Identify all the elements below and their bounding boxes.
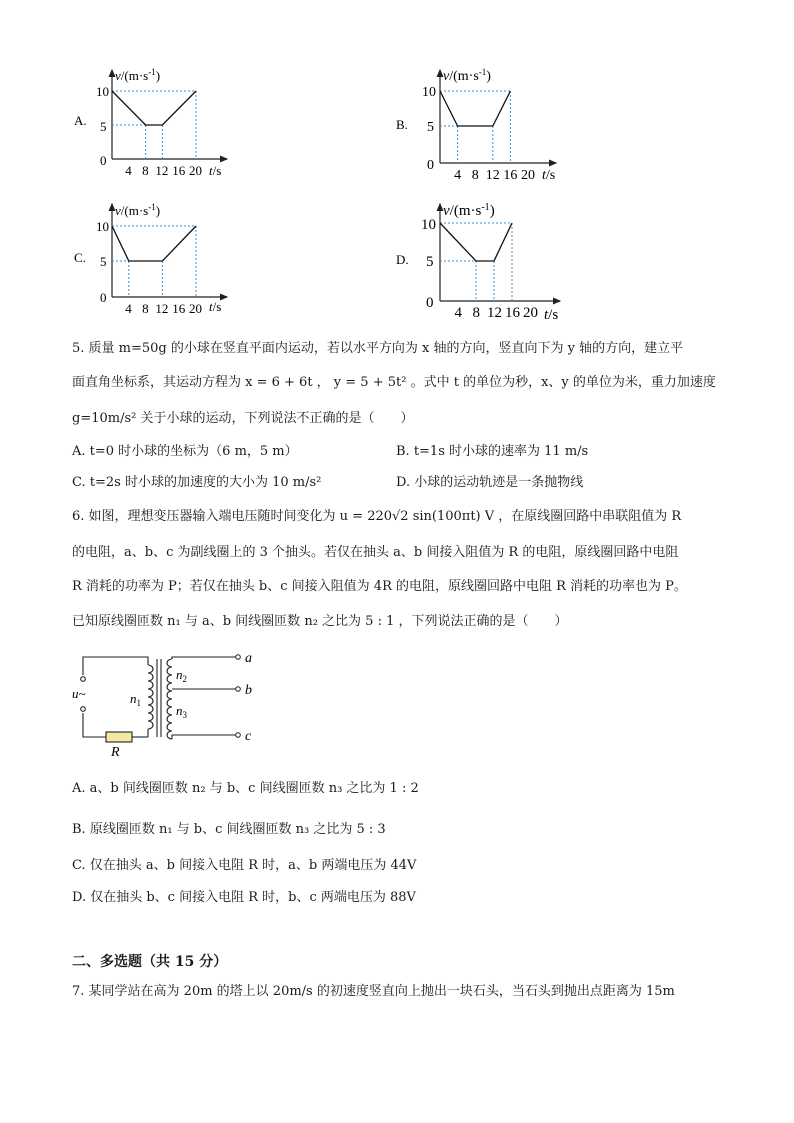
- q5-option-d: D. 小球的运动轨迹是一条抛物线: [396, 475, 584, 490]
- graph-b-plot: [440, 91, 510, 163]
- velocity-curve: [112, 226, 196, 261]
- q5-option-b: B. t=1s 时小球的速率为 11 m/s: [396, 444, 589, 459]
- q5-line3: g=10m/s² 关于小球的运动，下列说法不正确的是（ ）: [72, 411, 414, 426]
- graph-c-svg: [62, 198, 242, 323]
- q6-option-b: B. 原线圈匝数 n₁ 与 b、c 间线圈匝数 n₃ 之比为 5 : 3: [72, 822, 386, 837]
- q5-option-a: A. t=0 时小球的坐标为（6 m，5 m）: [72, 444, 298, 459]
- svg-text:n2: $n_2$: [176, 667, 187, 684]
- svg-text:t/s: t/s: [209, 163, 222, 178]
- q6-line3: R 消耗的功率为 P；若仅在抽头 b、c 间接入阻值为 4R 的电阻，原线圈回路中电阻 R 消耗的功率也为 P。: [72, 579, 687, 594]
- graph-d-plot: [440, 223, 512, 301]
- graph-c: [62, 198, 242, 323]
- tap-c-label: c: [245, 729, 252, 744]
- x-tick-4: 4: [125, 163, 132, 178]
- x-tick-16: 16: [172, 301, 186, 316]
- section-heading: 二、多选题（共 15 分）: [72, 954, 228, 970]
- ytick: 0: [426, 295, 434, 311]
- graph-a: [62, 62, 242, 187]
- q6-line1: 6. 如图，理想变压器输入端电压随时间变化为 u = 220√2 sin(100πt) V ，在原线圈回路中串联阻值为 R: [72, 509, 682, 524]
- graph-a-plot: [112, 91, 196, 159]
- x-ticks: [125, 301, 202, 316]
- x-tick-8: 8: [142, 301, 149, 316]
- velocity-curve: [112, 91, 196, 125]
- ytick: 10: [421, 217, 436, 233]
- x-tick-16: 16: [172, 163, 186, 178]
- x-ticks: [455, 305, 539, 321]
- velocity-curve: [440, 223, 512, 261]
- x-tick-20: 20: [189, 163, 202, 178]
- graph-a-svg: [62, 62, 242, 187]
- x-tick-12: 12: [485, 168, 500, 183]
- ytick: 0: [100, 153, 107, 168]
- x-tick-20: 20: [189, 301, 202, 316]
- x-tick-12: 12: [487, 305, 502, 321]
- x-tick-16: 16: [503, 168, 518, 183]
- ytick: 10: [96, 84, 109, 99]
- graph-b: [384, 62, 564, 187]
- svg-text:n1: $n_1$: [130, 691, 141, 708]
- graph-d: [384, 196, 574, 326]
- option-label: B.: [396, 117, 408, 132]
- graph-d-svg: [384, 196, 574, 326]
- svg-text:t/s: t/s: [544, 307, 559, 323]
- x-tick-8: 8: [471, 168, 479, 183]
- option-label: C.: [74, 250, 86, 265]
- svg-text:v/(m·s-1): $v/(m\cdot s^{-1})$: [115, 202, 161, 218]
- q6-line4: 已知原线圈匝数 n₁ 与 a、b 间线圈匝数 n₂ 之比为 5 : 1 ，下列说法正确的是（ ）: [72, 614, 568, 629]
- x-tick-20: 20: [523, 305, 538, 321]
- x-tick-12: 12: [155, 163, 169, 178]
- ytick: 0: [100, 290, 107, 305]
- velocity-curve: [440, 91, 510, 126]
- ytick: 5: [427, 120, 434, 135]
- q6-option-c: C. 仅在抽头 a、b 间接入电阻 R 时，a、b 两端电压为 44V: [72, 858, 417, 873]
- x-tick-4: 4: [125, 301, 132, 316]
- q6-line2: 的电阻，a、b、c 为副线圈上的 3 个抽头。若仅在抽头 a、b 间接入阻值为 R 的电阻，原线圈回路中电阻: [72, 545, 679, 560]
- x-tick-8: 8: [142, 163, 149, 178]
- x-tick-12: 12: [155, 301, 169, 316]
- svg-text:t/s: t/s: [209, 299, 222, 314]
- x-tick-4: 4: [454, 305, 462, 321]
- tap-a-label: a: [245, 651, 252, 666]
- q5-line1: 5. 质量 m=50g 的小球在竖直平面内运动，若以水平方向为 x 轴的方向，竖直向下为 y 轴的方向，建立平: [72, 341, 684, 356]
- transformer-circuit: [68, 645, 268, 760]
- x-tick-16: 16: [505, 305, 520, 321]
- x-ticks: [454, 168, 535, 183]
- svg-text:v/(m·s-1): $v/(m\cdot s^{-1})$: [443, 202, 495, 219]
- x-ticks: [125, 163, 202, 178]
- ytick: 5: [426, 254, 434, 270]
- ytick: 0: [427, 158, 434, 173]
- x-tick-8: 8: [472, 305, 480, 321]
- svg-text:n3: $n_3$: [176, 703, 187, 720]
- resistor-label: R: [111, 745, 120, 760]
- x-tick-4: 4: [454, 168, 462, 183]
- ytick: 5: [100, 119, 107, 134]
- option-label: A.: [74, 113, 87, 128]
- x-tick-20: 20: [521, 168, 535, 183]
- q5-line2: 面直角坐标系，其运动方程为 x = 6 + 6t ， y = 5 + 5t² 。式中 t 的单位为秒，x、y 的单位为米，重力加速度: [72, 375, 716, 390]
- svg-text:t/s: t/s: [542, 168, 556, 183]
- circuit-svg: [68, 645, 268, 760]
- graph-b-svg: [384, 62, 564, 187]
- q7-line1: 7. 某同学站在高为 20m 的塔上以 20m/s 的初速度竖直向上抛出一块石头，当石头到抛出点距离为 15m: [72, 984, 675, 999]
- tap-b-label: b: [245, 683, 252, 698]
- q6-option-d: D. 仅在抽头 b、c 间接入电阻 R 时，b、c 两端电压为 88V: [72, 890, 416, 905]
- svg-text:v/(m·s-1): $v/(m\cdot s^{-1})$: [443, 67, 491, 84]
- ytick: 10: [422, 85, 436, 100]
- ytick: 5: [100, 254, 107, 269]
- ytick: 10: [96, 219, 109, 234]
- option-label: D.: [396, 252, 409, 267]
- source-label: u~: [72, 686, 86, 701]
- svg-text:v/(m·s-1): $v/(m\cdot s^{-1})$: [115, 67, 161, 83]
- q6-option-a: A. a、b 间线圈匝数 n₂ 与 b、c 间线圈匝数 n₃ 之比为 1 : 2: [72, 781, 419, 796]
- q5-option-c: C. t=2s 时小球的加速度的大小为 10 m/s²: [72, 475, 322, 490]
- graph-c-plot: [112, 226, 196, 297]
